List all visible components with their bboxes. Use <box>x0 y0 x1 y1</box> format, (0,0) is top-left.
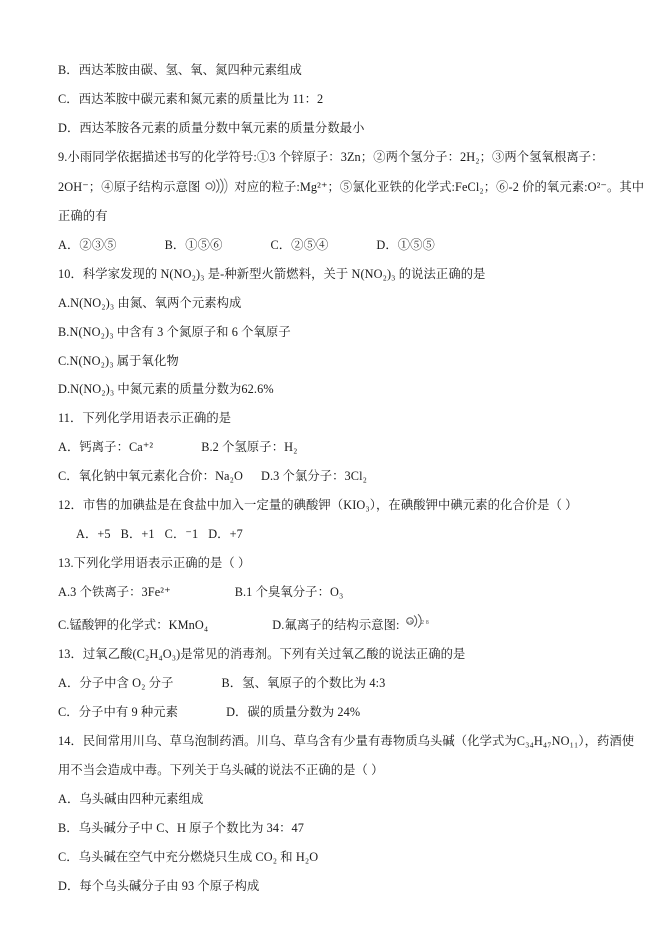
question-12-option-c[interactable]: C．⁻1 <box>164 527 199 542</box>
question-9-stem-part2: 对应的粒子:Mg²⁺；⑤氯化亚铁的化学式:FeCl₂；⑥-2 价的氧元素:O²⁻。其中 <box>234 179 645 194</box>
question-12-stem: 12．市售的加碘盐是在食盐中加入一定量的碘酸钾（KIO₃），在碘酸钾中碘元素的化合价是（ ） <box>58 498 578 513</box>
question-13-options-row1 <box>58 584 609 601</box>
question-9-option-a[interactable]: A．②③⑤ <box>58 237 117 252</box>
question-14-stem-line2: 用不当会造成中毒。下列关于乌头碱的说法不正确的是（ ） <box>58 762 384 777</box>
question-13b-option-a[interactable]: A．分子中含 O₂ 分子 <box>58 676 174 691</box>
question-13b-stem: 13．过氧乙酸(C₂H₄O₃)是常见的消毒剂。下列有关过氧乙酸的说法正确的是 <box>58 647 466 662</box>
question-11-option-d[interactable]: D.3 个氯分子：3Cl₂ <box>260 469 368 484</box>
question-10-option-b[interactable]: B.N(NO₂)₃ 中含有 3 个氮原子和 6 个氧原子 <box>58 324 291 339</box>
question-10-stem: 10．科学家发现的 N(NO₂)₃ 是-种新型火箭燃料，关于 N(NO₂)₃ 的说法正确的是 <box>58 266 486 281</box>
question-13b-options-row1 <box>58 675 609 692</box>
question-9-options <box>58 237 609 254</box>
question-13-option-c[interactable]: C.锰酸钾的化学式：KMnO₄ <box>58 618 209 633</box>
question-9-stem-line2 <box>58 178 645 196</box>
question-9-stem-line1: 9.小雨同学依据描述书写的化学符号:①3 个锌原子：3Zn；②两个氢分子：2H₂；③两个氢氧根离子： <box>58 149 604 164</box>
text-line-b-option: B．西达苯胺由碳、氢、氧、氮四种元素组成 <box>58 63 302 77</box>
question-14-option-c[interactable]: C．乌头碱在空气中充分燃烧只生成 CO₂ 和 H₂O <box>58 849 319 864</box>
question-9-stem-line3: 正确的有 <box>58 208 108 223</box>
question-11-options-row2 <box>58 468 609 485</box>
question-9-stem-part1: 2OH⁻；④原子结构示意图 <box>58 179 201 194</box>
question-10-option-d[interactable]: D.N(NO₂)₃ 中氮元素的质量分数为62.6% <box>58 382 274 397</box>
question-13b-option-c[interactable]: C．分子中有 9 种元素 <box>58 704 179 719</box>
question-9-option-c[interactable]: C．②⑤④ <box>270 237 329 252</box>
question-11-options-row1 <box>58 439 609 456</box>
question-12-options <box>58 526 609 543</box>
question-14-option-b[interactable]: B．乌头碱分子中 C、H 原子个数比为 34：47 <box>58 820 305 835</box>
question-12-option-a[interactable]: A．+5 <box>76 527 111 542</box>
question-9-option-d[interactable]: D．①⑤⑤ <box>376 237 435 252</box>
question-13-option-b[interactable]: B.1 个臭氧分子：O₃ <box>234 585 344 600</box>
text-line-d-option: D．西达苯胺各元素的质量分数中氧元素的质量分数最小 <box>58 120 365 135</box>
question-13-stem: 13.下列化学用语表示正确的是（ ） <box>58 556 251 571</box>
question-12-option-d[interactable]: D．+7 <box>208 527 243 542</box>
svg-text:2 8: 2 8 <box>420 620 429 627</box>
atom-structure-diagram-icon <box>200 178 234 194</box>
question-13-options-row2 <box>58 613 609 634</box>
question-10-option-c[interactable]: C.N(NO₂)₃ 属于氧化物 <box>58 353 179 368</box>
fluoride-ion-structure-diagram-icon <box>400 613 434 629</box>
svg-text:+9: +9 <box>406 621 413 627</box>
question-13-option-a[interactable]: A.3 个铁离子：3Fe²⁺ <box>58 585 171 600</box>
question-11-stem: 11．下列化学用语表示正确的是 <box>58 411 232 426</box>
question-12-option-b[interactable]: B．+1 <box>120 527 155 542</box>
question-13-option-d[interactable]: D.氟离子的结构示意图: <box>272 618 400 633</box>
question-11-option-b[interactable]: B.2 个氢原子：H₂ <box>201 440 298 455</box>
question-10-option-a[interactable]: A.N(NO₂)₃ 由氮、氧两个元素构成 <box>58 295 242 310</box>
question-13b-option-d[interactable]: D．碳的质量分数为 24% <box>226 704 361 719</box>
question-13b-option-b[interactable]: B．氢、氧原子的个数比为 4:3 <box>221 676 386 691</box>
question-14-option-a[interactable]: A．乌头碱由四种元素组成 <box>58 791 204 806</box>
question-11-option-c[interactable]: C．氧化钠中氧元素化合价：Na₂O <box>58 469 243 484</box>
question-9-option-b[interactable]: B．①⑤⑥ <box>164 237 223 252</box>
question-14-stem-line1: 14．民间常用川乌、草乌泡制药酒。川乌、草乌含有少量有毒物质乌头碱（化学式为C₃₄H₄₇NO₁₁），药酒使 <box>58 733 635 748</box>
question-13b-options-row2 <box>58 704 609 721</box>
question-14-option-d[interactable]: D．每个乌头碱分子由 93 个原子构成 <box>58 878 260 893</box>
question-11-option-a[interactable]: A．钙离子：Ca⁺² <box>58 440 154 455</box>
text-line-c-option: C．西达苯胺中碳元素和氮元素的质量比为 11：2 <box>58 91 324 106</box>
